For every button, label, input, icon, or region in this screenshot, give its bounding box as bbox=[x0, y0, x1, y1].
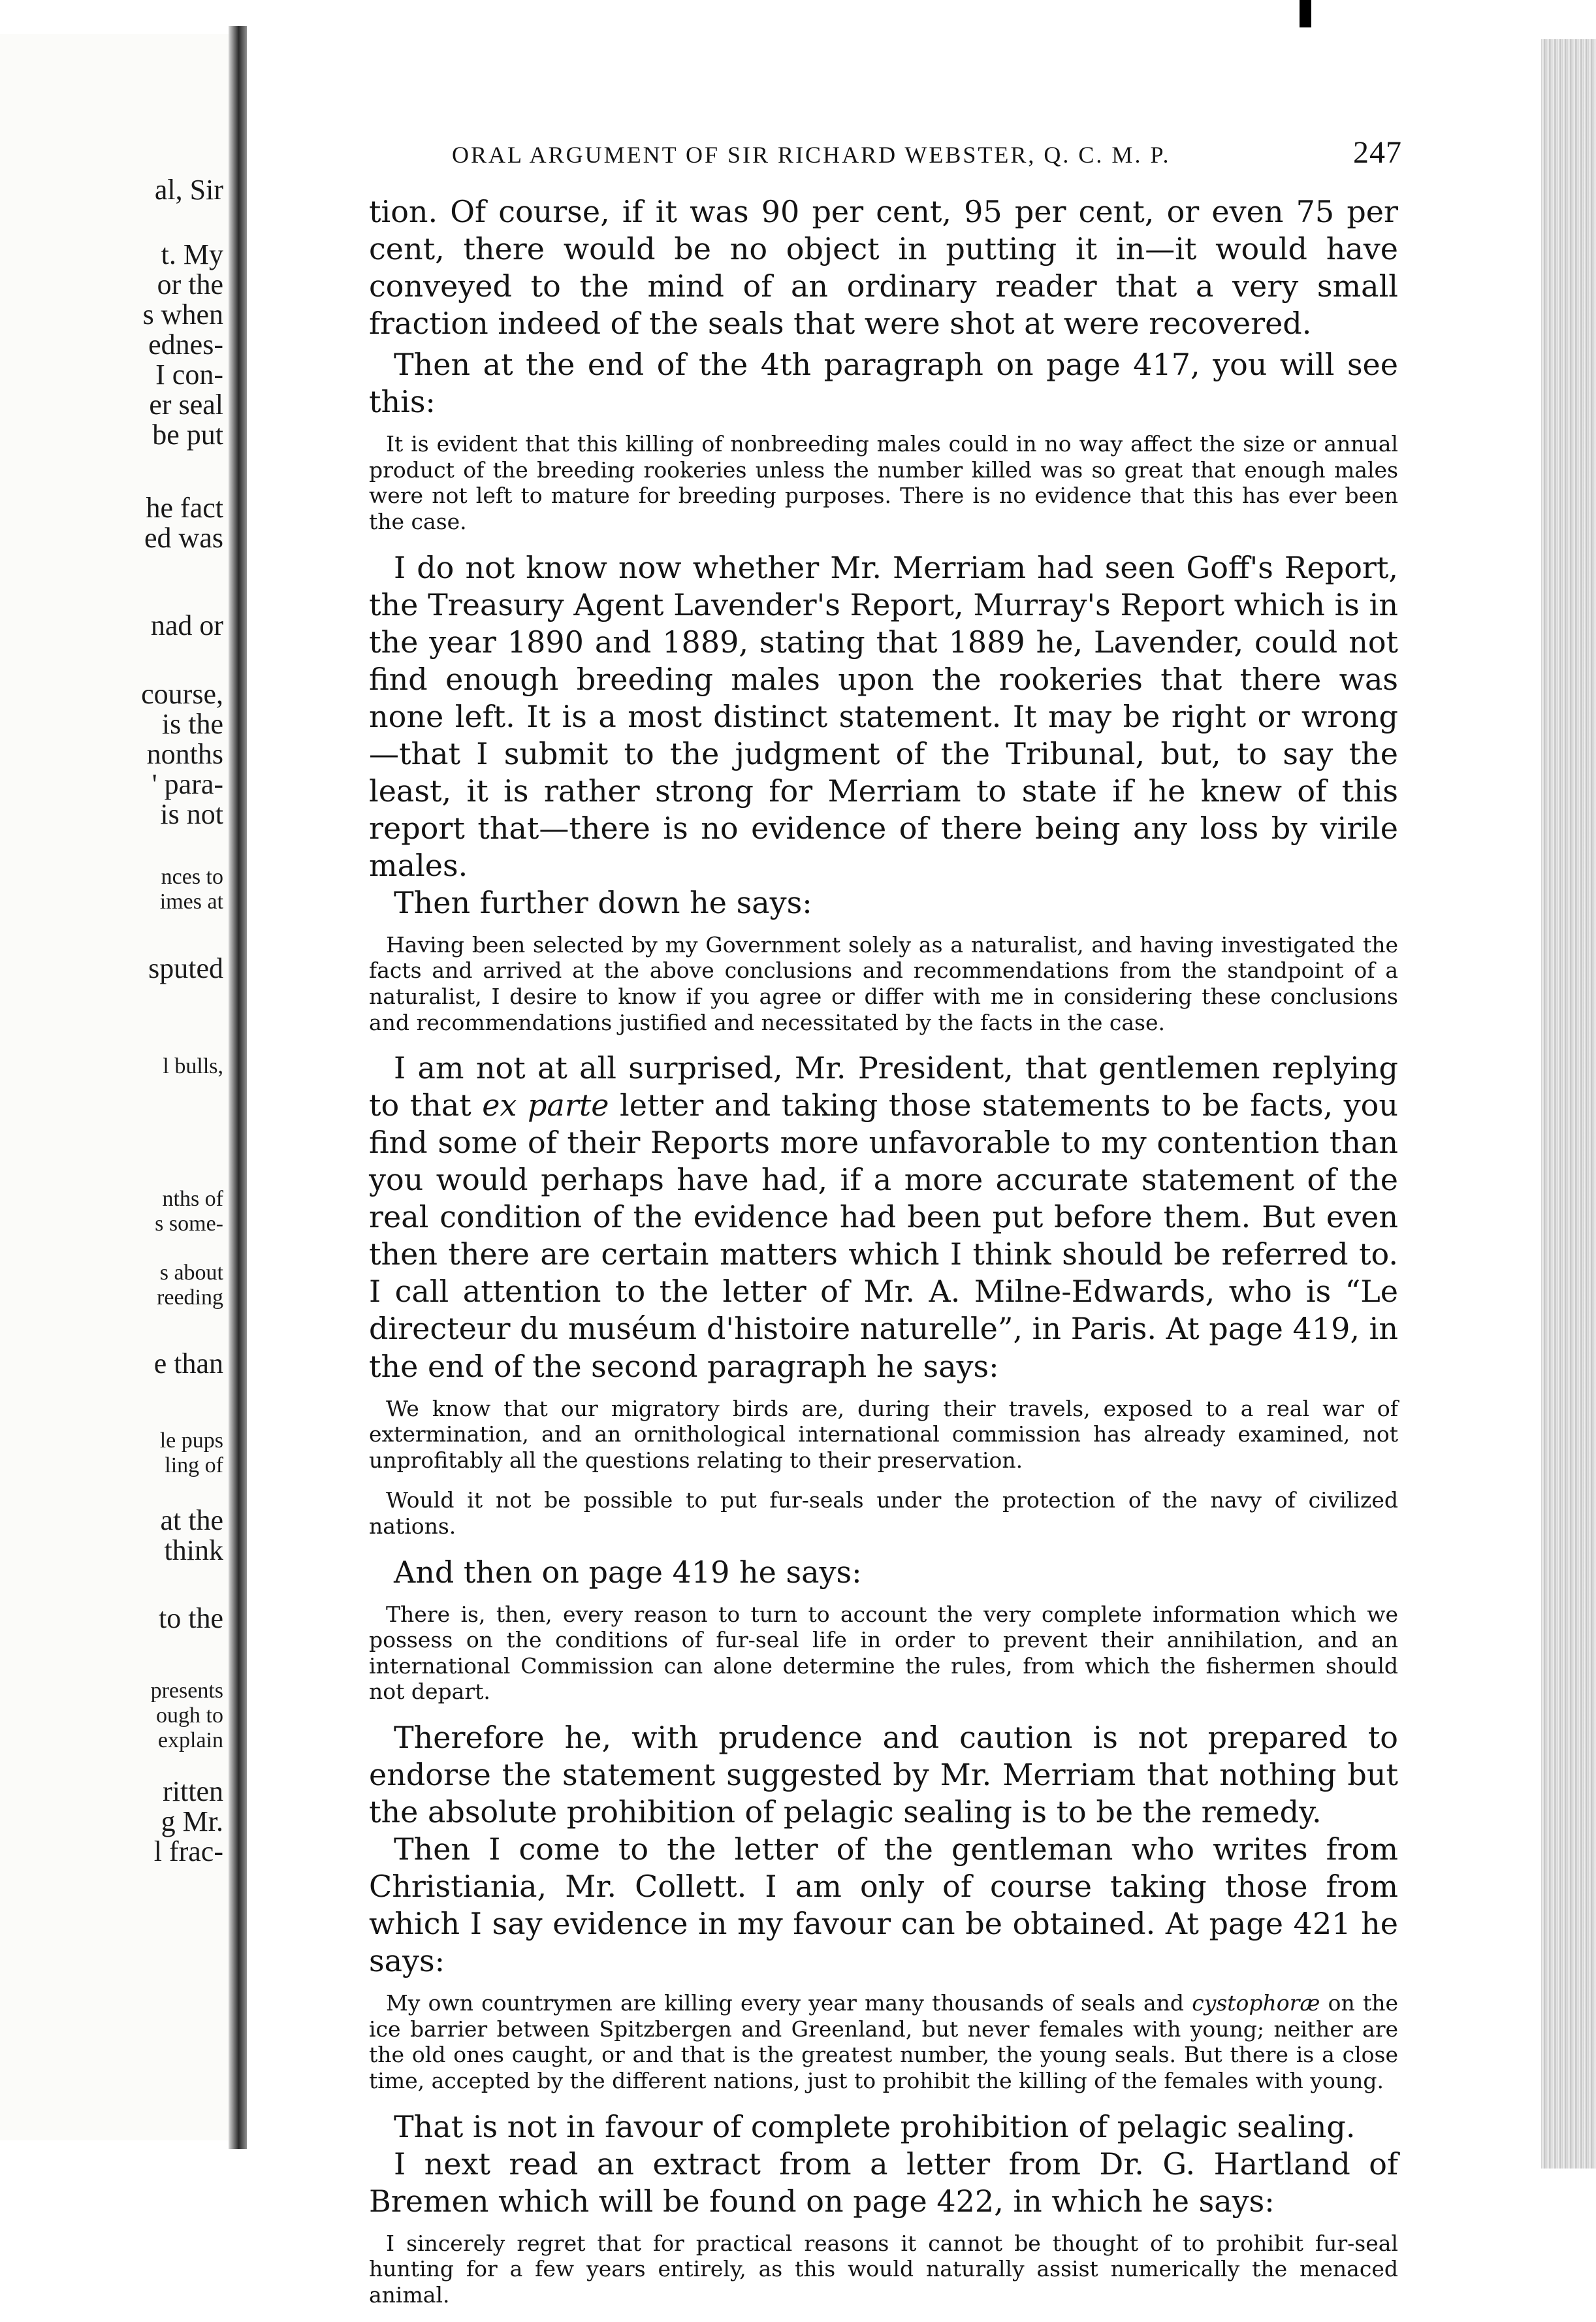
block-quote: Having been selected by my Government solely as a naturalist, and having investigated the facts and arrived at the above conclusions and recommendations from the standpoint of a naturalist, I desire to know if you agree or differ with me in considering these conclusions and recommendations justified and necessitated by the facts in the case. bbox=[369, 931, 1398, 1035]
facing-page-fragment: think bbox=[164, 1534, 223, 1566]
facing-page-fragment: ' para- bbox=[152, 768, 223, 800]
facing-page-fragment: sputed bbox=[148, 952, 223, 984]
paragraph: I next read an extract from a letter from Dr. G. Hartland of Bremen which will be found on page 422, in which he says: bbox=[369, 2146, 1398, 2219]
paragraph: That is not in favour of complete prohibition of pelagic sealing. bbox=[394, 2108, 1356, 2144]
book-gutter bbox=[229, 26, 247, 2149]
block-quote bbox=[369, 1990, 1398, 2093]
facing-page-fragment: course, bbox=[141, 678, 223, 710]
paragraph: Then at the end of the 4th paragraph on page 417, you will see this: bbox=[369, 347, 1398, 420]
facing-page-fragment: ling of bbox=[165, 1453, 223, 1477]
facing-page-fragment: ough to bbox=[156, 1703, 223, 1728]
facing-page-fragment: be put bbox=[152, 419, 223, 451]
facing-page-fragment: s when bbox=[142, 298, 223, 331]
quote-text: My own countrymen are killing every year many thousands of seals and bbox=[386, 1990, 1192, 2016]
page-body bbox=[369, 193, 1398, 2322]
block-quote: We know that our migratory birds are, during their travels, exposed to a real war of extermination, and an ornithological international commission has already examined, not unprofitably all the questions relating to their preservation. bbox=[369, 1395, 1398, 1473]
facing-page-fragment: s some- bbox=[155, 1212, 223, 1236]
facing-page-fragment: g Mr. bbox=[161, 1805, 223, 1837]
paragraph-text: I am not at all surprised, Mr. President, that gentlemen replying to that bbox=[369, 1050, 1398, 1123]
block-quote: I sincerely regret that for practical reasons it cannot be thought of to prohibit fur-seal hunting for a few years entirely, as this would naturally assist numerically the menaced animal. bbox=[369, 2230, 1398, 2308]
facing-page-fragment: to the bbox=[159, 1602, 223, 1634]
block-quote: Would it not be possible to put fur-seals under the protection of the navy of civilized nations. bbox=[369, 1487, 1398, 1539]
facing-page-fragment: nces to bbox=[161, 865, 223, 889]
facing-page-fragment: l frac- bbox=[153, 1835, 223, 1867]
facing-page-fragment: explain bbox=[157, 1728, 223, 1752]
facing-page-fragment: ednes- bbox=[148, 329, 223, 361]
paragraph: Then I come to the letter of the gentleman who writes from Christiania, Mr. Collett. I am only of course taking those from which I say evidence in my favour can be obtained. At page 421 he says: bbox=[369, 1831, 1398, 1979]
facing-page-fragment: reeding bbox=[157, 1285, 223, 1310]
running-head bbox=[452, 135, 1402, 170]
italic-word: cystophoræ bbox=[1192, 1990, 1320, 2016]
facing-page-fragment: nonths bbox=[146, 738, 223, 770]
page-number: 247 bbox=[1353, 135, 1402, 170]
facing-page-fragment: he fact bbox=[146, 492, 223, 524]
facing-page bbox=[0, 34, 235, 2140]
block-quote: It is evident that this killing of nonbreeding males could in no way affect the size or annual product of the breeding rookeries unless the number killed was so great that enough males were not left to mature for breeding purposes. There is no evidence that this has ever been the case. bbox=[369, 431, 1398, 534]
paragraph: tion. Of course, if it was 90 per cent, 95 per cent, or even 75 per cent, there would be no object in putting it in—it would have conveyed to the mind of an ordinary reader that a very small fraction indeed of the seals that were shot at were recovered. bbox=[369, 194, 1398, 342]
facing-page-fragment: nad or bbox=[150, 609, 223, 641]
facing-page-fragment: al, Sir bbox=[154, 174, 223, 206]
italic-phrase: ex parte bbox=[482, 1088, 609, 1123]
paragraph: Therefore he, with prudence and caution is not prepared to endorse the statement suggested by Mr. Merriam that nothing but the absolute prohibition of pelagic sealing is to be the remedy. bbox=[369, 1719, 1398, 1830]
facing-page-fragment: e than bbox=[153, 1347, 223, 1379]
facing-page-fragment: presents bbox=[150, 1679, 223, 1703]
facing-page-fragment: er seal bbox=[149, 389, 223, 421]
quote-text: on the ice barrier between Spitzbergen and Greenland, but never females with young; neither are the old ones caught, or and that is the greatest number, the young seals. But there is a close time, accepted by the different nations, just to prohibit the killing of the females with young. bbox=[369, 1990, 1399, 2093]
facing-page-fragment: or the bbox=[157, 268, 223, 300]
block-quote: There is, then, every reason to turn to account the very complete information which we possess on the conditions of fur-seal life in order to prevent their annihilation, and an international Commission can alone determine the rules, from which the fishermen should not depart. bbox=[369, 1601, 1398, 1705]
facing-page-fragment: imes at bbox=[159, 890, 223, 914]
scan-mark bbox=[1300, 0, 1311, 27]
paragraph-text: letter and taking those statements to be facts, you find some of their Reports more unfavorable to my contention than you would perhaps have had, if a more accurate statement of the real condition of the evidence had been put before them. But even then there are certain matters which I think should be referred to. I call attention to the letter of Mr. A. Milne-Edwards, who is “Le directeur du muséum d'histoire naturelle”, in Paris. At page 419, in the end of the second paragraph he says: bbox=[369, 1088, 1398, 1384]
facing-page-fragment: nths of bbox=[162, 1187, 223, 1211]
paragraph bbox=[369, 1050, 1398, 1385]
facing-page-fragment: at the bbox=[160, 1504, 223, 1536]
facing-page-fragment: ed was bbox=[144, 522, 223, 554]
facing-page-fragment: is not bbox=[160, 798, 223, 830]
paragraph: And then on page 419 he says: bbox=[394, 1554, 862, 1590]
running-head-title: ORAL ARGUMENT OF SIR RICHARD WEBSTER, Q. C. M. P. bbox=[452, 142, 1171, 168]
paragraph: Then further down he says: bbox=[394, 884, 812, 920]
page-edges bbox=[1541, 39, 1596, 2169]
facing-page-fragment: ritten bbox=[163, 1775, 223, 1807]
facing-page-fragment: I con- bbox=[155, 359, 223, 391]
facing-page-fragment: le pups bbox=[159, 1428, 223, 1453]
facing-page-fragment: t. My bbox=[161, 238, 223, 270]
paragraph: I do not know now whether Mr. Merriam had seen Goff's Report, the Treasury Agent Lavender's Report, Murray's Report which is in the year 1890 and 1889, stating that 1889 he, Lavender, could not find enough breeding males upon the rookeries that there was none left. It is a most distinct statement. It may be right or wrong—that I submit to the judgment of the Tribunal, but, to say the least, it is rather strong for Merriam to state if he knew of this report that—there is no evidence of there being any loss by virile males. bbox=[369, 549, 1398, 883]
facing-page-fragment: is the bbox=[161, 708, 223, 740]
facing-page-fragment: s about bbox=[159, 1261, 223, 1285]
facing-page-fragment: l bulls, bbox=[163, 1054, 223, 1078]
